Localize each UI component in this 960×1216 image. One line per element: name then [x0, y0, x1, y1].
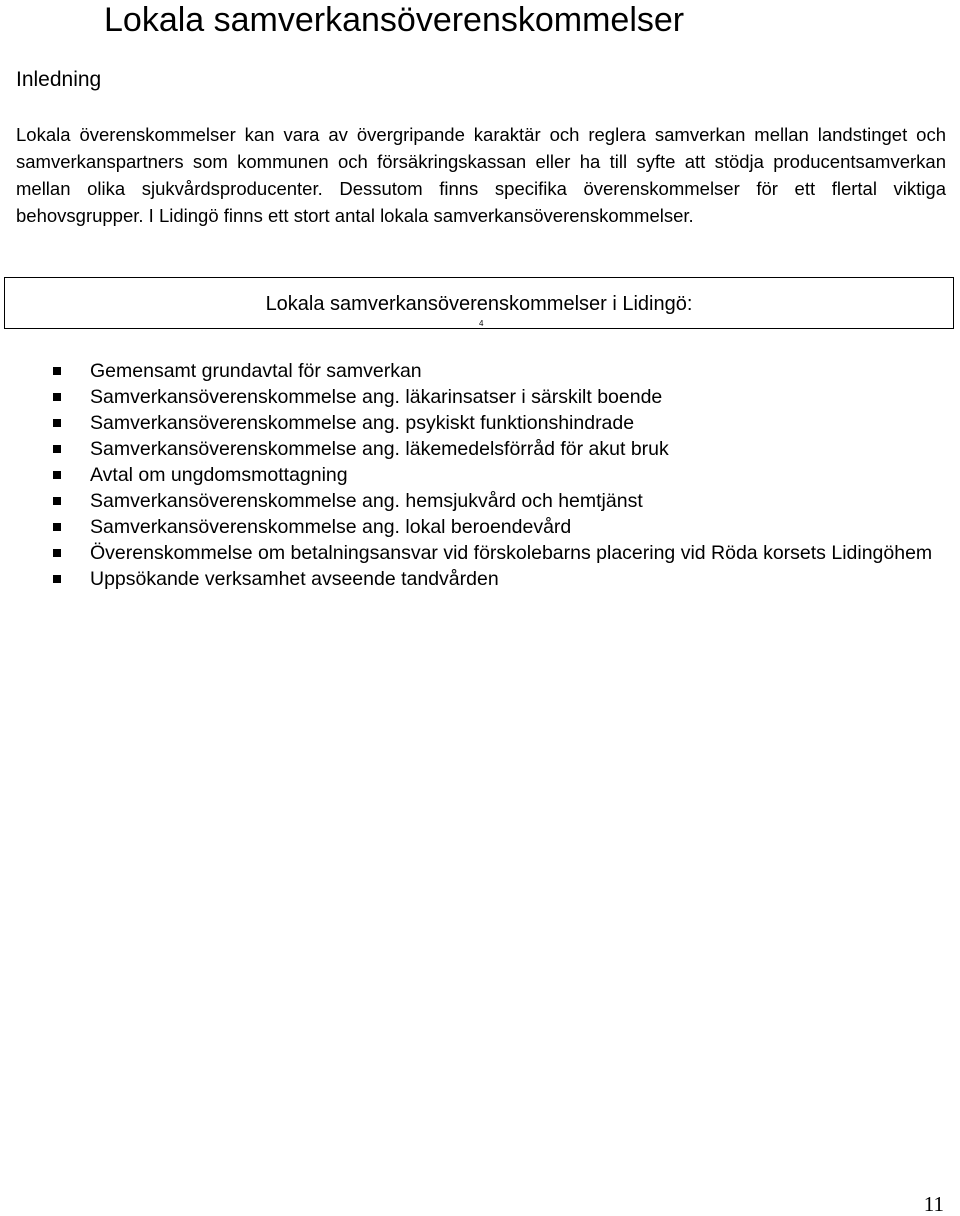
list-item: [0, 540, 960, 566]
square-bullet-icon: [53, 471, 61, 479]
list-item: [0, 436, 960, 462]
list-item: [0, 410, 960, 436]
list-item: [0, 514, 960, 540]
square-bullet-icon: [53, 497, 61, 505]
square-bullet-icon: [53, 549, 61, 557]
list-item-text: Samverkansöverenskommelse ang. lokal beroendevård: [90, 516, 572, 538]
list-item-text: Samverkansöverenskommelse ang. psykiskt funktionshindrade: [90, 412, 635, 434]
list-item-text: Samverkansöverenskommelse ang. hemsjukvård och hemtjänst: [90, 490, 643, 512]
list-item: [0, 358, 960, 384]
square-bullet-icon: [53, 575, 61, 583]
list-item-text: Avtal om ungdomsmottagning: [90, 464, 348, 486]
list-item: [0, 384, 960, 410]
list-item-text: Samverkansöverenskommelse ang. läkemedelsförråd för akut bruk: [90, 438, 669, 460]
square-bullet-icon: [53, 367, 61, 375]
square-bullet-icon: [53, 445, 61, 453]
section-heading: Inledning: [16, 68, 102, 91]
square-bullet-icon: [53, 393, 61, 401]
list-item-text: Gemensamt grundavtal för samverkan: [90, 360, 422, 382]
page-number: 11: [923, 1192, 944, 1216]
footnote-marker: 4: [479, 319, 484, 328]
list-item-text: Samverkansöverenskommelse ang. läkarinsatser i särskilt boende: [90, 386, 663, 408]
list-item: [0, 462, 960, 488]
square-bullet-icon: [53, 419, 61, 427]
box-title: Lokala samverkansöverenskommelser i Lidingö:: [265, 293, 693, 315]
list-item-text: Överenskommelse om betalningsansvar vid förskolebarns placering vid Röda korsets Lidingöhem: [90, 542, 933, 564]
intro-paragraph: Lokala överenskommelser kan vara av övergripande karaktär och reglera samverkan mellan landstinget och samverkanspartners som kommunen och försäkringskassan eller ha till syfte att stödja producentsamverkan mellan olika sjukvårdsproducenter. Dessutom finns specifika överenskommelser för ett flertal viktiga behovsgrupper. I Lidingö finns ett stort antal lokala samverkansöverenskommelser.: [16, 124, 946, 226]
agreements-header-box: [4, 277, 954, 329]
list-item: [0, 566, 960, 592]
agreements-list: [0, 358, 960, 592]
page-title: Lokala samverkansöverenskommelser: [104, 1, 685, 39]
list-item-text: Uppsökande verksamhet avseende tandvården: [90, 568, 499, 590]
square-bullet-icon: [53, 523, 61, 531]
list-item: [0, 488, 960, 514]
